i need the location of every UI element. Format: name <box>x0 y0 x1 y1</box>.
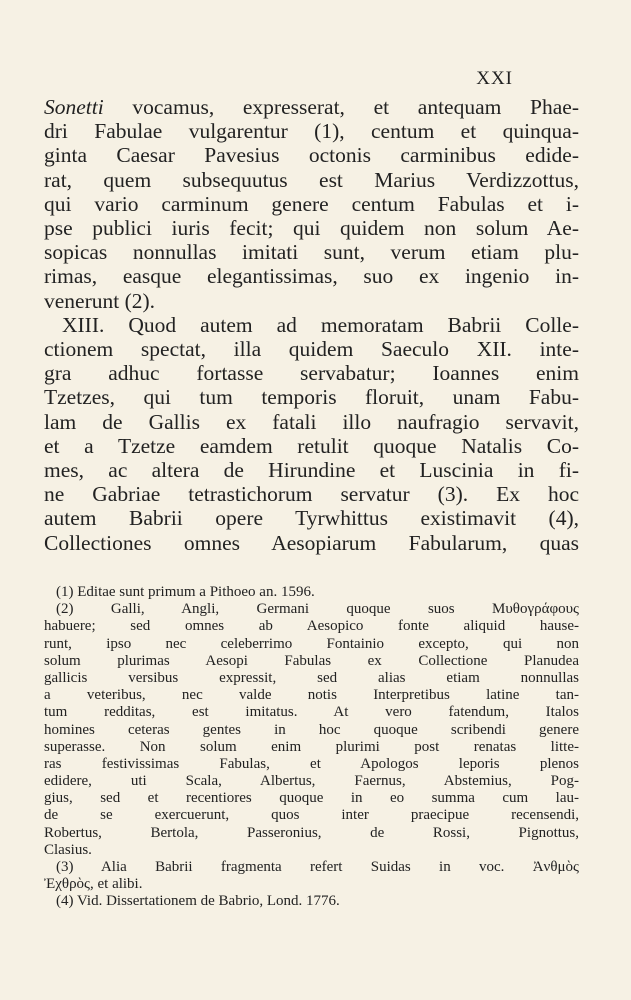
section-heading-line: XIII. Quod autem ad memoratam Babrii Colle- <box>62 312 579 337</box>
text-line: rat, quem subsequutus est Marius Verdizzottus, <box>44 167 579 192</box>
italic-word: Sonetti <box>44 95 104 119</box>
text-line: ne Gabriae tetrastichorum servatur (3). Ex hoc <box>44 482 579 507</box>
footnote-line: ras festivissimas Fabulas, et Apologos leporis plenos <box>44 755 579 772</box>
footnote-line: (1) Editae sunt primum a Pithoeo an. 1596. <box>56 584 315 600</box>
page-number: XXI <box>476 68 513 89</box>
text-line: gra adhuc fortasse servabatur; Ioannes enim <box>44 361 579 386</box>
text-line: Sonetti vocamus, expresserat, et antequam Phae- <box>44 95 579 119</box>
footnote-line: edidere, uti Scala, Albertus, Faernus, Abstemius, Pog- <box>44 773 579 790</box>
footnote-line: homines ceteras gentes in hoc quoque scribendi genere <box>44 721 579 738</box>
footnote-line: habuere; sed omnes ab Aesopico fonte aliquid hause- <box>44 618 579 635</box>
text-line: sopicas nonnullas imitati sunt, verum etiam plu- <box>44 240 579 265</box>
text-line: dri Fabulae vulgarentur (1), centum et quinqua- <box>44 119 579 144</box>
footnote-line: gius, sed et recentiores quoque in eo summa cum lau- <box>44 790 579 807</box>
text-line: Tzetzes, qui tum temporis floruit, unam Fabu- <box>44 385 579 410</box>
footnote-line: superasse. Non solum enim plurimi post renatas litte- <box>44 738 579 755</box>
footnote-line: solum plurimas Aesopi Fabulas ex Collectione Planudea <box>44 652 579 669</box>
footnote-line: de se exercuerunt, quos inter praecipue recensendi, <box>44 807 579 824</box>
text-line: Collectiones omnes Aesopiarum Fabularum, quas <box>44 530 579 555</box>
footnote-line: a veteribus, nec valde notis Interpretibus latine tan- <box>44 687 579 704</box>
text-line: rimas, easque elegantissimas, suo ex ingenio in- <box>44 264 579 289</box>
text-line: et a Tzetze eamdem retulit quoque Natalis Co- <box>44 433 579 458</box>
footnotes <box>44 584 579 911</box>
footnote-line: (4) Vid. Dissertationem de Babrio, Lond. 1776. <box>56 893 340 910</box>
text-line: autem Babrii opere Tyrwhittus existimavit (4), <box>44 506 579 531</box>
footnote-line: Clasius. <box>44 841 92 858</box>
footnote-line: tum redditas, est imitatus. At vero fatendum, Italos <box>44 704 579 721</box>
text-line: lam de Gallis ex fatali illo naufragio servavit, <box>44 409 579 434</box>
text-line: qui vario carminum genere centum Fabulas et i- <box>44 191 579 216</box>
footnote-line: runt, ipso nec celeberrimo Fontainio excepto, qui non <box>44 635 579 652</box>
text-line: mes, ac altera de Hirundine et Luscinia in fi- <box>44 458 579 483</box>
text-line: ginta Caesar Pavesius octonis carminibus edide- <box>44 143 579 168</box>
text-line: pse publici iuris fecit; qui quidem non solum Ae- <box>44 216 579 241</box>
footnote-line: Robertus, Bertola, Passeronius, de Rossi, Pignottus, <box>44 824 579 841</box>
footnote-line: Ἐχθρὸς, et alibi. <box>44 876 143 893</box>
main-text <box>44 95 579 555</box>
text-line: ctionem spectat, illa quidem Saeculo XII. inte- <box>44 337 579 362</box>
footnote-line: (2) Galli, Angli, Germani quoque suos Μυθογράφους <box>56 601 579 618</box>
text-line: venerunt (2). <box>44 288 156 313</box>
footnote-line: (3) Alia Babrii fragmenta refert Suidas in voc. Ἀνθμὸς <box>56 859 579 875</box>
footnote-line: gallicis versibus expressit, sed alias etiam nonnullas <box>44 669 579 686</box>
